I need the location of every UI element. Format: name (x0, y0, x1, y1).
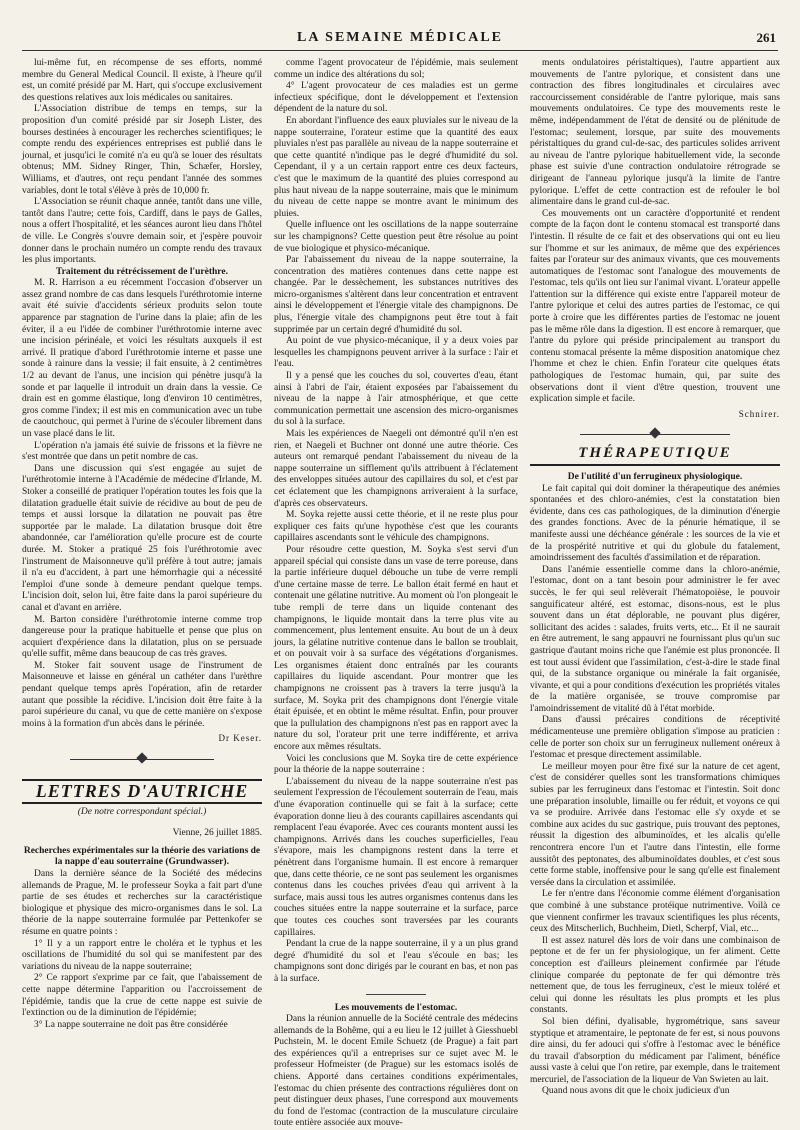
ornament-divider (22, 753, 262, 765)
paragraph: Quelle influence ont les oscillations de la nappe souterraine sur les champignons? Cette question peut être résolue au point de vue biologique et physico-mécanique. (274, 220, 518, 254)
divider (366, 994, 426, 995)
paragraph: M. Barton considère l'uréthrotomie interne comme trop dangereuse pour la pratique habituelle et pense que plus on acquiert d'expérience dans la dilatation, plus on se persuade qu'elle suffit, même dans beaucoup de cas très graves. (22, 614, 262, 660)
paragraph: Quand nous avons dit que le choix judicieux d'un (542, 1086, 730, 1097)
paragraph: Pour résoudre cette question, M. Soyka s'est servi d'un appareil spécial qui consiste dans un vase de terre poreuse, dans la partie inférieure duquel débouche un tube de verre rempli d'une certaine masse de terre. Le ballon était fermé en haut et contenait une gélatine nutritive. Au moment où l'on plongeait le tube rempli de terre dans un liquide contenant des champignons, le liquide montait dans la terre plus vite au commencement, plus lentement ensuite. Au bout de un à deux jours, la gélatine nutritive contenue dans le ballon se troublait, et on pouvait voir à sa surface des végétations d'organismes. Les organismes étaient donc entraînés par les courants capillaires du liquide ascendant. Pour montrer que les champignons ne croissent pas à travers la terre jusqu'à la surface, M. Soyka prit des champignons dont l'énergie vitale était épuisée, et en obtint le même résultat. Enfin, pour prouver que la pullulation des champignons n'est pas en rapport avec la nature du sol, l'orateur prit une terre indifférente, et arriva encore aux mêmes résultats. (274, 544, 518, 753)
article-title: LETTRES D'AUTRICHE (22, 779, 262, 804)
column-right (530, 58, 780, 1118)
paragraph: Dans la réunion annuelle de la Société centrale des médecins allemands de la Bohême, qui a eu lieu le 12 juillet à Giesshuebl Puchstein, M. le docent Emile Schuetz (de Prague) a fait part des expériences qu'il a entreprises sur ce sujet avec M. le professeur Hofmeister (de Prague) sur les estomacs isolés de chiens. Apporté dans certaines conditions expérimentales, l'estomac du chien présente des contractions régulières dont on peut distinguer deux phases, l'une correspond aux mouvements du fond de l'estomac (contraction de la musculature circulaire toute entière associée aux mouve- (274, 1014, 518, 1129)
paragraph: Dans l'anémie essentielle comme dans la chloro-anémie, l'estomac, dont on a tant besoin pour administrer le fer avec succès, le fer qui seul relèverait l'hématopoièse, le pouvoir sanguificateur altéré, est estomac, disons-nous, est le plus souvent dans un état déplorable, ne pouvant plus digérer, sollicitant des acides : salades, fruits verts, etc... Et il ne saurait en être autrement, le sang appauvri ne fournissant plus qu'un suc gastrique d'autant moins riche que l'anémie est plus prononcée. Il est tout aussi évident que l'assimilation, c'est-à-dire le stade final qui, de la substance organique ou minérale la fait organisée, vivante, et qui a pour conditions d'exécution les propriétés vitales de la matière organisée, se trouve compromise par l'amoindrissement de vitalité dû à l'état morbide. (530, 564, 780, 714)
section-title: THÉRAPEUTIQUE (530, 448, 780, 466)
section-heading: Recherches expérimentales sur la théorie des variations de la nappe d'eau souterraine (Grundwasser). (23, 845, 261, 868)
paragraph: Ces mouvements ont un caractère d'opportunité et rendent compte de la façon dont le contenu stomacal est transporté dans l'intestin. Il résulte de ce fait et des observations qui ont eu lieu sur l'homme et sur les animaux, de même que des expériences faites par l'orateur sur des animaux vivants, que ces mouvements automatiques de l'estomac sont l'analogue des mouvements de l'estomac, tels qu'ils ont lieu sur l'animal vivant. L'orateur appelle l'attention sur la différence qui existe entre l'appareil moteur de l'antre pylorique et celui des autres parties de l'estomac, ce qui porte à croire que les différentes parties de l'estomac ne jouent pas le même rôle dans la digestion. Il est encore à remarquer, que l'antre du pylore qui préside principalement au transport du contenu stomacal présente la même disposition anatomique chez l'homme et chez le chien. Enfin l'orateur cite quelques états pathologiques de l'estomac humain, qui, par suite des observations dont il vient d'être question, trouvent une explication simple et facile. (530, 208, 780, 405)
column-left (22, 58, 262, 1118)
page-header (22, 28, 778, 51)
signature: Schnirer. (738, 408, 780, 419)
paragraph: Sol bien défini, dyalisable, hygrométrique, sans saveur styptique et atramentaire, le peptonate de fer est, si nous pouvons dire ainsi, du fer adouci qui s'offre à l'estomac avec le bénéfice du travail d'absorption du médicament par l'aliment, bénéfice aussi vaste à celui que l'on retire, par exemple, dans le traitement mercuriel, de l'association de la liqueur de Van Swieten au lait. (530, 1016, 780, 1085)
paragraph: 3° La nappe souterraine ne doit pas être considérée (34, 1019, 228, 1030)
paragraph: Le fer n'entre dans l'économie comme élément d'organisation que combiné à une substance protéique nutrimentive. Voilà ce que viennent confirmer les travaux scientifiques les plus récents, ceux des Mitscherlich, Buchheim, Dietl, Scherpf, Vial, etc... (530, 889, 780, 935)
paragraph: L'opération n'a jamais été suivie de frissons et la fièvre ne s'est montrée que dans un petit nombre de cas. (22, 440, 262, 463)
section-heading: De l'utilité d'un ferrugineux physiologique. (567, 472, 743, 482)
paragraph: lui-même fut, en récompense de ses efforts, nommé membre du General Medical Council. Il existe, à l'heure qu'il est, un comité présidé par M. Hart, qui s'occupe exclusivement des questions relatives aux lois médicales ou sanitaires. (22, 58, 262, 103)
signature: Dr Keser. (218, 733, 262, 744)
paragraph: 2° Ce rapport s'exprime par ce fait, que l'abaissement de cette nappe détermine l'apparition ou l'accroissement de l'épidémie, tandis que la crue de cette nappe est suivie de l'extinction ou de la diminution de l'épidémie; (22, 973, 262, 1019)
paragraph: M. R. Harrison a eu récemment l'occasion d'observer un assez grand nombre de cas dans lesquels l'uréthrotomie interne avait été suivie d'accidents sérieux produits selon toute apparence par stagnation de l'urine dans la plaie; afin de les éviter, il a eu l'idée de combiner l'uréthrotomie interne avec une incision périnéale, et voici les résultats auxquels il est arrivé. Il pratique d'abord l'uréthrotomie interne et passe une sonde à rainure dans la vessie; il fait ensuite, à 2 centimètres 1/2 au devant de l'anus, une incision qui pénètre jusqu'à la sonde et par laquelle il introduit un drain dans la vessie. Ce drain est en gomme élastique, long d'environ 10 centimètres, gros comme l'index; il est mis en communication avec un tube de caoutchouc, qui permet à l'urine de s'écouler librement dans un vase placé dans le lit. (22, 278, 262, 439)
paragraph: 4° L'agent provocateur de ces maladies est un germe infectieux spécifique, dont le développement et l'extension dépendent de la nature du sol. (274, 81, 518, 115)
paragraph: 1° Il y a un rapport entre le choléra et le typhus et les oscillations de l'humidité du sol qui se manifestent par des variations du niveau de la nappe souterraine; (22, 938, 262, 972)
paragraph: Il y a pensé que les couches du sol, couvertes d'eau, étant ainsi à l'abri de l'air, étaient exposées par l'abaissement du niveau de la nappe à l'air atmosphérique, et que cette communication permettait une ascension des micro-organismes du sol à la surface. (274, 371, 518, 428)
paragraph: Le fait capital qui doit dominer la thérapeutique des anémies spontanées et des chloro-anémies, c'est la constatation bien évidente, dans ces cas pathologiques, de la diminution d'énergie des grandes fonctions. Avec de la pénurie hématique, il se manifeste aussi une déchéance générale : les sources de la vie et de la prospérité nutritive et qui du globule du fatalement, amoindrissement des facultés d'assimilation et de réparation. (530, 483, 780, 564)
paragraph: Voici les conclusions que M. Soyka tire de cette expérience pour la théorie de la nappe souterraine : (274, 753, 518, 776)
paragraph: Le meilleur moyen pour être fixé sur la nature de cet agent, c'est de considérer quelles sont les transformations chimiques subies par les ferrugineux dans l'estomac et l'intestin. Soit donc une préparation insoluble, limaille ou fer réduit, et voyons ce qui va se produire. Arrivée dans l'estomac elle s'y oxyde et se combine aux acides du suc gastrique, puis trouvant des peptones, réussit la digestion des albuminoïdes, et les alcalis qu'elle rencontrera encore l'un et l'autre dans l'intestin, elle forme aussitôt des peptonates, des albuminoïdates doubles, et c'est sous cette forme stable, inoffensive pour le sang qu'elle est finalement versée dans la circulation et assimilée. (530, 761, 780, 888)
section-heading: Les mouvements de l'estomac. (334, 1002, 458, 1013)
page-number: 261 (756, 30, 776, 45)
journal-title: LA SEMAINE MÉDICALE (296, 30, 504, 45)
paragraph: L'abaissement du niveau de la nappe souterraine n'est pas seulement l'expression de l'écoulement souterrain de l'eau, mais d'une évaporation continuelle qui se fait à la surface; cette évaporation donne lieu à des courants capillaires ascendants qui remplacent l'eau évaporée. Avec ces courants montent aussi les champignons. Arrivés dans les couches superficielles, l'eau s'évapore, mais les champignons restent dans la terre et pénètrent dans l'organisme humain. Il est encore à remarquer que, dans cette théorie, ce ne sont pas seulement les organismes contenus dans les couches privées d'eau qui arrivent à la surface, mais aussi tous les autres organismes contenus dans les couches situées entre la nappe souterraine et la surface, parce que toutes ces couches sont traversées par les courants capillaires. (274, 776, 518, 938)
paragraph: Dans la dernière séance de la Société des médecins allemands de Prague, M. le professeur Soyka a fait part d'une partie de ses études et recherches sur la caractéristique biologique et physique des micro-organismes dans le sol. La théorie de la nappe souterraine formulée par Pettenkofer se résume en quatre points : (22, 869, 262, 937)
dateline: Vienne, 26 juillet 1885. (172, 828, 262, 839)
paragraph: En abordant l'influence des eaux pluviales sur le niveau de la nappe souterraine, l'orateur estime que la quantité des eaux pluviales n'est pas parallèle au niveau de la nappe souterraine et que cette quantité n'indique pas le degré d'humidité du sol. Cependant, il y a un certain rapport entre ces deux facteurs, c'est que le maximum de la quantité des pluies correspond au plus haut niveau de la nappe souterraine, mais que le minimum du niveau de cette nappe se montre avant le minimum des pluies. (274, 115, 518, 219)
paragraph: Au point de vue physico-mécanique, il y a deux voies par lesquelles les champignons peuvent arriver à la surface : l'air et l'eau. (274, 336, 518, 370)
paragraph: L'Association distribue de temps en temps, sur la proposition d'un comité présidé par sir Joseph Lister, des bourses destinées à encourager les recherches scientifiques; le compte rendu des expériences entreprises est publié dans le journal, et jusqu'ici le comité n'a eu qu'à se louer des résultats obtenus; MM. Sidney Ringer, Thin, Schæfer, Horsley, Williams, et d'autres, ont reçu pendant l'année des sommes variables, dont le total s'élève à près de 10,000 fr. (22, 104, 262, 196)
paragraph: Par l'abaissement du niveau de la nappe souterraine, la concentration des matières contenues dans cette nappe est changée. Par le dessèchement, les substances nutritives des micro-organismes s'altèrent dans leur concentration et entravent ainsi le développement et l'énergie vitale des champignons. De plus, l'énergie vitale des champignons peut être tout à fait supprimée par un certain degré d'humidité du sol. (274, 255, 518, 335)
column-middle (274, 58, 518, 1129)
paragraph: Il est assez naturel dès lors de voir dans une combinaison de peptone et de fer un fer physiologique, un fer aliment. Cette conception est d'ailleurs pleinement confirmée par l'étude clinique comparée du peptonate de fer qui démontre très nettement que, de tous les ferrugineux, c'est le mieux toléré et celui qui donne les résultats les plus prompts et les plus constants. (530, 935, 780, 1016)
paragraph: L'Association se réunit chaque année, tantôt dans une ville, tantôt dans l'autre; cette fois, Cardiff, dans le pays de Galles, nous a offert l'hospitalité, et les séances auront lieu dans l'hôtel de ville. Le Congrès s'ouvre demain soir, et j'espère pouvoir donner dans le prochain numéro un compte rendu des travaux les plus importants. (22, 197, 262, 266)
ornament-divider (530, 428, 780, 440)
article-subtitle: (De notre correspondant spécial.) (77, 806, 207, 817)
paragraph: Pendant la crue de la nappe souterraine, il y a un plus grand degré d'humidité du sol et l'eau s'écoule en bas; les champignons sont donc dirigés par le courant en bas, et non pas à la surface. (274, 939, 518, 984)
section-heading: Traitement du rétrécissement de l'urèthre. (56, 266, 228, 277)
paragraph: Mais les expériences de Naegeli ont démontré qu'il n'en est rien, et Naegeli et Buchner ont donné une autre théorie. Ces auteurs ont remarqué pendant l'abaissement du niveau de la nappe souterraine un sifflement qu'ils attribuent à l'éclatement des enveloppes situées autour des capillaires du sol, et c'est par cet éclatement que les champignons arriveraient à la surface, d'après ces observateurs. (274, 429, 518, 509)
paragraph: Dans d'aussi précaires conditions de réceptivité médicamenteuse une première obligation s'impose au praticien : celle de porter son choix sur un ferrugineux nullement onéreux à l'estomac et presque directement assimilable. (530, 715, 780, 761)
paragraph: Dans une discussion qui s'est engagée au sujet de l'uréthrotomie interne à l'Académie de médecine d'Irlande, M. Stoker a conseillé de pratiquer l'opération toutes les fois que la dilatation graduelle était suivie de récidive au bout de peu de temps et aussi lorsque la dilatation ne pouvait pas être supportée par le malade. La dilatation brusque doit être abandonnée, car l'amélioration qu'elle procure est de courte durée. M. Stoker a pratiqué 25 fois l'uréthrotomie avec l'instrument de Maisonneuve qu'il préfère à tout autre; jamais il n'a eu d'accident, à part une hémorrhagie qui a nécessité l'emploi d'une sonde à demeure pendant quelque temps. L'incision doit, selon lui, être faite dans la paroi supérieure du canal et d'avant en arrière. (22, 463, 262, 613)
paragraph: ments ondulatoires péristaltiques), l'autre appartient aux mouvements de l'antre pylorique, et consistent dans une contraction des fibres longitudinales et circulaires avec raccourcissement considérable de l'antre pylorique, mais sans mouvements ondulatoires. Ce type des mouvements reste le même, indépendamment de l'état de densité ou de plénitude de l'estomac; seulement, lorsque, par suite des mouvements péristaltiques du grand cul-de-sac, des particules solides arrivent au niveau de l'antre pylorique habituellement vide, la seconde phase est suivie d'une contraction ondulatoire rétrograde se dirigeant de l'anneau pylorique jusqu'à la limite de l'antre pylorique. L'effet de cette contraction est de refouler le bol alimentaire dans le grand cul-de-sac. (530, 58, 780, 208)
paragraph: M. Soyka rejette aussi cette théorie, et il ne reste plus pour expliquer ces faits qu'une hypothèse c'est que les courants capillaires ascendants sont le véhicule des champignons. (274, 510, 518, 544)
paragraph: M. Stoker fait souvent usage de l'instrument de Maisonneuve et laisse en général un cathéter dans l'urèthre pendant quelque temps après l'opération, afin de retarder autant que possible la récidive. L'incision doit être faite à la paroi supérieure du canal, vu que de cette manière on s'expose moins à la formation d'un abcès dans le périnée. (22, 660, 262, 729)
paragraph: comme l'agent provocateur de l'épidémie, mais seulement comme un indice des altérations du sol; (274, 58, 518, 80)
